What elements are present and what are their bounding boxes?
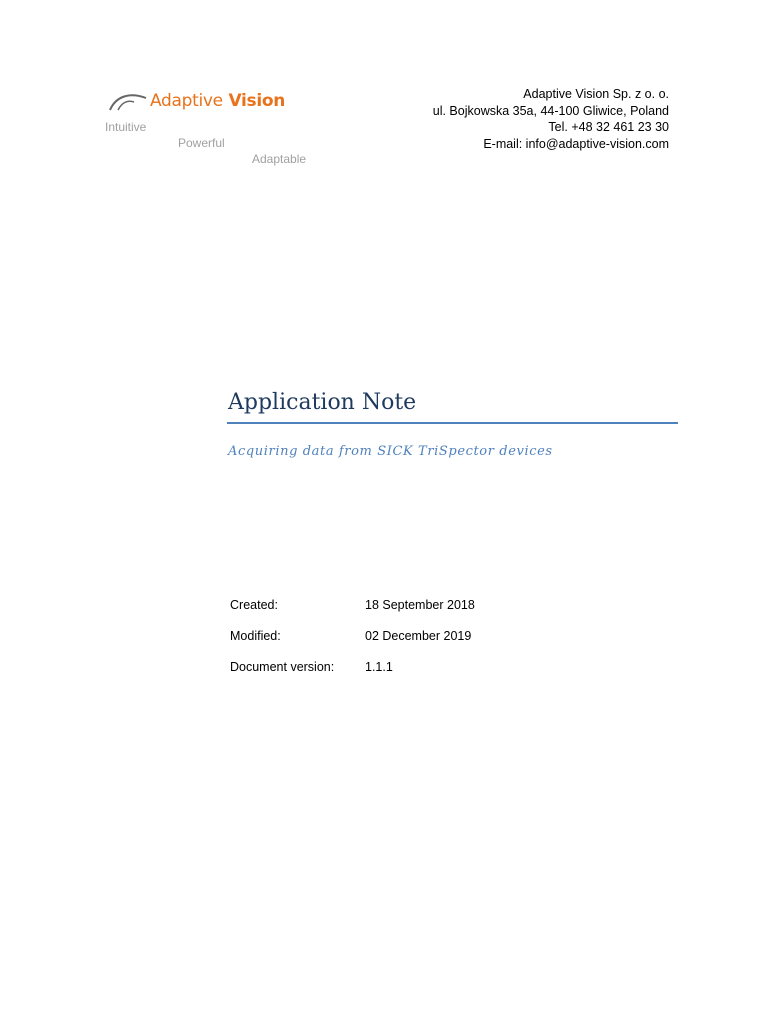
company-address: ul. Bojkowska 35a, 44-100 Gliwice, Poland — [432, 103, 669, 118]
logo-wordmark — [150, 91, 285, 111]
meta-row-modified — [230, 629, 475, 660]
meta-label: Modified: — [230, 629, 281, 643]
tagline-intuitive: Intuitive — [105, 120, 147, 134]
meta-label: Created: — [230, 598, 278, 612]
meta-value: 18 September 2018 — [365, 598, 475, 612]
logo-word-vision: Vision — [228, 91, 286, 111]
company-email[interactable]: E-mail: info@adaptive-vision.com — [483, 136, 669, 151]
title-divider — [227, 422, 678, 424]
logo-word-adaptive: Adaptive — [150, 91, 223, 111]
document-metadata — [230, 598, 475, 691]
company-name: Adaptive Vision Sp. z o. o. — [523, 87, 669, 101]
tagline-adaptable: Adaptable — [252, 152, 307, 166]
company-logo — [108, 88, 318, 118]
meta-row-created — [230, 598, 475, 629]
meta-value: 02 December 2019 — [365, 629, 472, 643]
meta-row-version — [230, 660, 475, 691]
tagline-powerful: Powerful — [178, 136, 225, 150]
document-title: Application Note — [228, 390, 417, 415]
meta-label: Document version: — [230, 660, 335, 674]
company-address-block — [433, 86, 669, 152]
company-phone: Tel. +48 32 461 23 30 — [548, 120, 669, 134]
meta-value: 1.1.1 — [365, 660, 393, 674]
eye-swoosh-icon — [108, 90, 148, 114]
document-subtitle: Acquiring data from SICK TriSpector devices — [228, 444, 553, 459]
